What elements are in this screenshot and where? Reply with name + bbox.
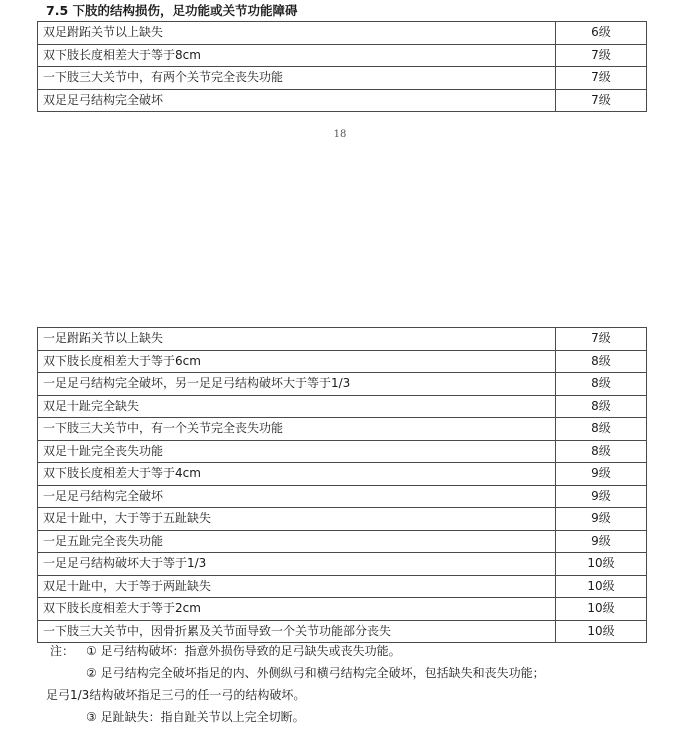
disability-level-cell: 6级 — [556, 22, 647, 45]
table-row — [38, 575, 647, 598]
injury-description-cell: 双足跗跖关节以上缺失 — [38, 22, 556, 45]
injury-description-cell: 一足五趾完全丧失功能 — [38, 530, 556, 553]
disability-grade-table-bottom — [37, 327, 647, 643]
injury-description-cell: 双下肢长度相差大于等于4cm — [38, 463, 556, 486]
injury-description-cell: 双足足弓结构完全破坏 — [38, 89, 556, 112]
disability-level-cell: 8级 — [556, 350, 647, 373]
injury-description-cell: 双下肢长度相差大于等于2cm — [38, 598, 556, 621]
injury-description-cell: 双下肢长度相差大于等于6cm — [38, 350, 556, 373]
injury-description-cell: 一下肢三大关节中，有一个关节完全丧失功能 — [38, 418, 556, 441]
table-body — [38, 22, 647, 112]
disability-level-cell: 8级 — [556, 395, 647, 418]
section-title: 7.5 下肢的结构损伤，足功能或关节功能障碍 — [46, 3, 298, 18]
injury-description-cell: 一足足弓结构完全破坏，另一足足弓结构破坏大于等于1/3 — [38, 373, 556, 396]
table-row — [38, 463, 647, 486]
table-row — [38, 44, 647, 67]
disability-level-cell: 8级 — [556, 440, 647, 463]
note-1 — [50, 640, 670, 662]
injury-description-cell: 一足跗跖关节以上缺失 — [38, 328, 556, 351]
table-body — [38, 328, 647, 643]
injury-description-cell: 一足足弓结构完全破坏 — [38, 485, 556, 508]
disability-level-cell: 10级 — [556, 575, 647, 598]
disability-level-cell: 7级 — [556, 89, 647, 112]
injury-description-cell: 双足十趾中，大于等于两趾缺失 — [38, 575, 556, 598]
table-row — [38, 22, 647, 45]
disability-grade-table-top — [37, 21, 647, 112]
table-row — [38, 67, 647, 90]
notes — [46, 640, 670, 728]
disability-level-cell: 7级 — [556, 328, 647, 351]
disability-level-cell: 9级 — [556, 530, 647, 553]
disability-level-cell: 7级 — [556, 44, 647, 67]
table-row — [38, 530, 647, 553]
disability-level-cell: 9级 — [556, 463, 647, 486]
disability-level-cell: 10级 — [556, 598, 647, 621]
note-2: ② 足弓结构完全破坏指足的内、外侧纵弓和横弓结构完全破坏，包括缺失和丧失功能； — [86, 666, 545, 680]
injury-description-cell: 一下肢三大关节中，因骨折累及关节面导致一个关节功能部分丧失 — [38, 620, 556, 643]
injury-description-cell: 双足十趾完全缺失 — [38, 395, 556, 418]
table-row — [38, 350, 647, 373]
disability-level-cell: 7级 — [556, 67, 647, 90]
table-row — [38, 440, 647, 463]
injury-description-cell: 双足十趾中，大于等于五趾缺失 — [38, 508, 556, 531]
disability-level-cell: 9级 — [556, 485, 647, 508]
injury-description-cell: 一足足弓结构破坏大于等于1/3 — [38, 553, 556, 576]
table-row — [38, 598, 647, 621]
injury-description-cell: 双下肢长度相差大于等于8cm — [38, 44, 556, 67]
disability-level-cell: 9级 — [556, 508, 647, 531]
injury-description-cell: 一下肢三大关节中，有两个关节完全丧失功能 — [38, 67, 556, 90]
table-row — [38, 553, 647, 576]
note-3: ③ 足趾缺失：指自趾关节以上完全切断。 — [86, 710, 305, 724]
table-row — [38, 485, 647, 508]
note-1-text: ① 足弓结构破坏：指意外损伤导致的足弓缺失或丧失功能。 — [86, 644, 401, 658]
page-number: 18 — [333, 129, 347, 140]
table-row — [38, 373, 647, 396]
injury-description-cell: 双足十趾完全丧失功能 — [38, 440, 556, 463]
disability-level-cell: 8级 — [556, 373, 647, 396]
note-2-continuation: 足弓1/3结构破坏指足三弓的任一弓的结构破坏。 — [46, 688, 306, 702]
table-row — [38, 418, 647, 441]
disability-level-cell: 10级 — [556, 553, 647, 576]
table-row — [38, 328, 647, 351]
notes-label: 注： — [50, 644, 75, 658]
table-row — [38, 395, 647, 418]
table-row — [38, 89, 647, 112]
table-row — [38, 508, 647, 531]
disability-level-cell: 8级 — [556, 418, 647, 441]
disability-level-cell: 10级 — [556, 620, 647, 643]
